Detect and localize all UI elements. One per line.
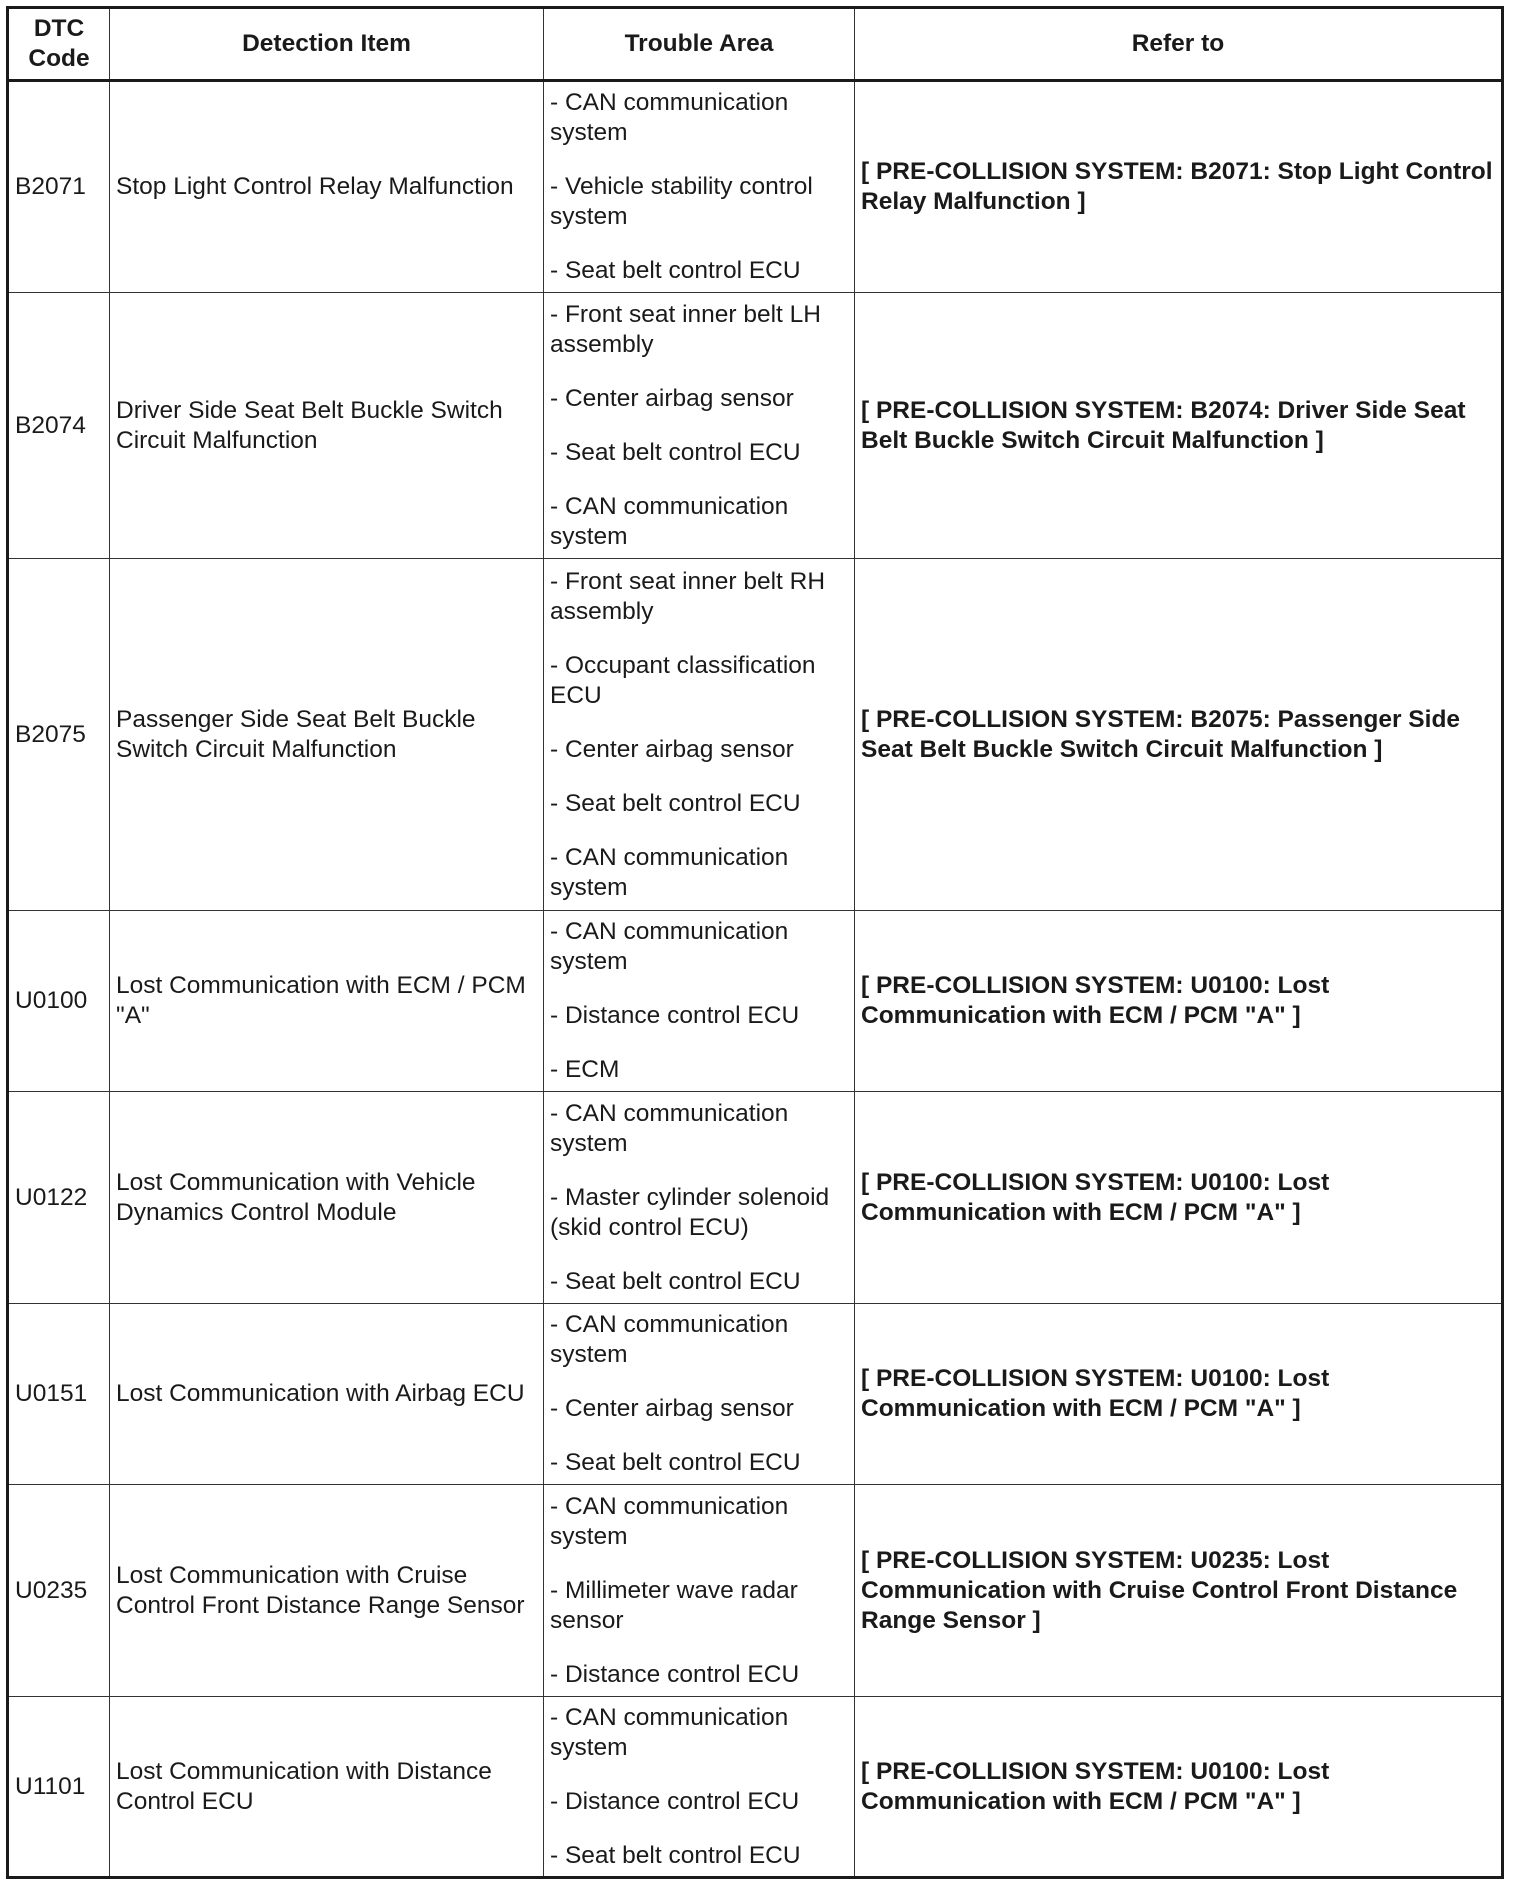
- trouble-area-item: - Seat belt control ECU: [550, 257, 801, 284]
- trouble-area-item: - Center airbag sensor: [550, 1395, 794, 1422]
- trouble-area-item: - Front seat inner belt RH assembly: [550, 567, 826, 625]
- table-row: [8, 1304, 1503, 1485]
- dtc-code: B2071: [8, 81, 110, 293]
- trouble-area-item: - Millimeter wave radar sensor: [550, 1576, 798, 1634]
- detection-item: Lost Communication with Cruise Control Front Distance Range Sensor: [110, 1485, 544, 1697]
- trouble-area: [544, 559, 855, 911]
- trouble-area-item: - Distance control ECU: [550, 1002, 800, 1029]
- dtc-code: B2074: [8, 293, 110, 559]
- trouble-area-item: - Seat belt control ECU: [550, 1449, 801, 1476]
- trouble-area-item: - CAN communication system: [550, 492, 789, 550]
- detection-item: Lost Communication with Distance Control ECU: [110, 1697, 544, 1878]
- table-row: [8, 559, 1503, 911]
- refer-link[interactable]: [ PRE-COLLISION SYSTEM: B2074: Driver Side Seat Belt Buckle Switch Circuit Malfunction ]: [855, 293, 1503, 559]
- trouble-area-item: - Seat belt control ECU: [550, 789, 801, 817]
- trouble-area: [544, 1697, 855, 1878]
- detection-item: Driver Side Seat Belt Buckle Switch Circuit Malfunction: [110, 293, 544, 559]
- trouble-area-item: - Distance control ECU: [550, 1787, 800, 1815]
- dtc-table-body: [8, 81, 1503, 1878]
- trouble-area-item: - Front seat inner belt LH assembly: [550, 300, 821, 358]
- detection-item: Lost Communication with Vehicle Dynamics Control Module: [110, 1092, 544, 1304]
- trouble-area: [544, 81, 855, 293]
- refer-link[interactable]: [ PRE-COLLISION SYSTEM: U0100: Lost Communication with ECM / PCM "A" ]: [855, 1697, 1503, 1878]
- table-row: [8, 293, 1503, 559]
- trouble-area: [544, 1485, 855, 1697]
- trouble-area-item: - Occupant classification ECU: [550, 651, 816, 709]
- trouble-area-item: - CAN communication system: [550, 918, 789, 975]
- trouble-area: [544, 911, 855, 1092]
- trouble-area: [544, 1304, 855, 1485]
- refer-link[interactable]: [ PRE-COLLISION SYSTEM: B2071: Stop Light Control Relay Malfunction ]: [855, 81, 1503, 293]
- table-row: [8, 1092, 1503, 1304]
- trouble-area-item: - CAN communication system: [550, 843, 789, 901]
- trouble-area-item: - CAN communication system: [550, 1492, 789, 1550]
- dtc-code: U0151: [8, 1304, 110, 1485]
- trouble-area-item: - Master cylinder solenoid (skid control ECU): [550, 1183, 830, 1241]
- header-detection-item: Detection Item: [110, 8, 544, 81]
- detection-item: Passenger Side Seat Belt Buckle Switch Circuit Malfunction: [110, 559, 544, 911]
- trouble-area-item: - Distance control ECU: [550, 1660, 800, 1688]
- trouble-area-item: - Vehicle stability control system: [550, 173, 813, 230]
- dtc-code: U0122: [8, 1092, 110, 1304]
- detection-item: Lost Communication with ECM / PCM "A": [110, 911, 544, 1092]
- dtc-code: U0235: [8, 1485, 110, 1697]
- detection-item: Lost Communication with Airbag ECU: [110, 1304, 544, 1485]
- trouble-area-item: - CAN communication system: [550, 1099, 789, 1157]
- refer-link[interactable]: [ PRE-COLLISION SYSTEM: U0100: Lost Communication with ECM / PCM "A" ]: [855, 911, 1503, 1092]
- trouble-area-item: - Center airbag sensor: [550, 384, 794, 412]
- trouble-area: [544, 293, 855, 559]
- detection-item: Stop Light Control Relay Malfunction: [110, 81, 544, 293]
- trouble-area-item: - CAN communication system: [550, 1703, 789, 1761]
- trouble-area-item: - CAN communication system: [550, 89, 789, 146]
- table-row: [8, 81, 1503, 293]
- dtc-code: B2075: [8, 559, 110, 911]
- header-trouble-area: Trouble Area: [544, 8, 855, 81]
- trouble-area-item: - ECM: [550, 1056, 620, 1083]
- refer-link[interactable]: [ PRE-COLLISION SYSTEM: U0100: Lost Communication with ECM / PCM "A" ]: [855, 1092, 1503, 1304]
- trouble-area-item: - Seat belt control ECU: [550, 1267, 801, 1295]
- refer-link[interactable]: [ PRE-COLLISION SYSTEM: B2075: Passenger Side Seat Belt Buckle Switch Circuit Malfunction ]: [855, 559, 1503, 911]
- dtc-code: U1101: [8, 1697, 110, 1878]
- trouble-area-item: - Seat belt control ECU: [550, 1841, 801, 1869]
- refer-link[interactable]: [ PRE-COLLISION SYSTEM: U0235: Lost Communication with Cruise Control Front Distance Range Sensor ]: [855, 1485, 1503, 1697]
- header-dtc-code: DTC Code: [8, 8, 110, 81]
- table-row: [8, 1485, 1503, 1697]
- trouble-area-item: - Center airbag sensor: [550, 735, 794, 763]
- dtc-code: U0100: [8, 911, 110, 1092]
- dtc-table: [6, 6, 1504, 1879]
- trouble-area-item: - CAN communication system: [550, 1311, 789, 1368]
- table-row: [8, 911, 1503, 1092]
- header-row: [8, 8, 1503, 81]
- trouble-area: [544, 1092, 855, 1304]
- refer-link[interactable]: [ PRE-COLLISION SYSTEM: U0100: Lost Communication with ECM / PCM "A" ]: [855, 1304, 1503, 1485]
- table-row: [8, 1697, 1503, 1878]
- trouble-area-item: - Seat belt control ECU: [550, 438, 801, 466]
- header-refer-to: Refer to: [855, 8, 1503, 81]
